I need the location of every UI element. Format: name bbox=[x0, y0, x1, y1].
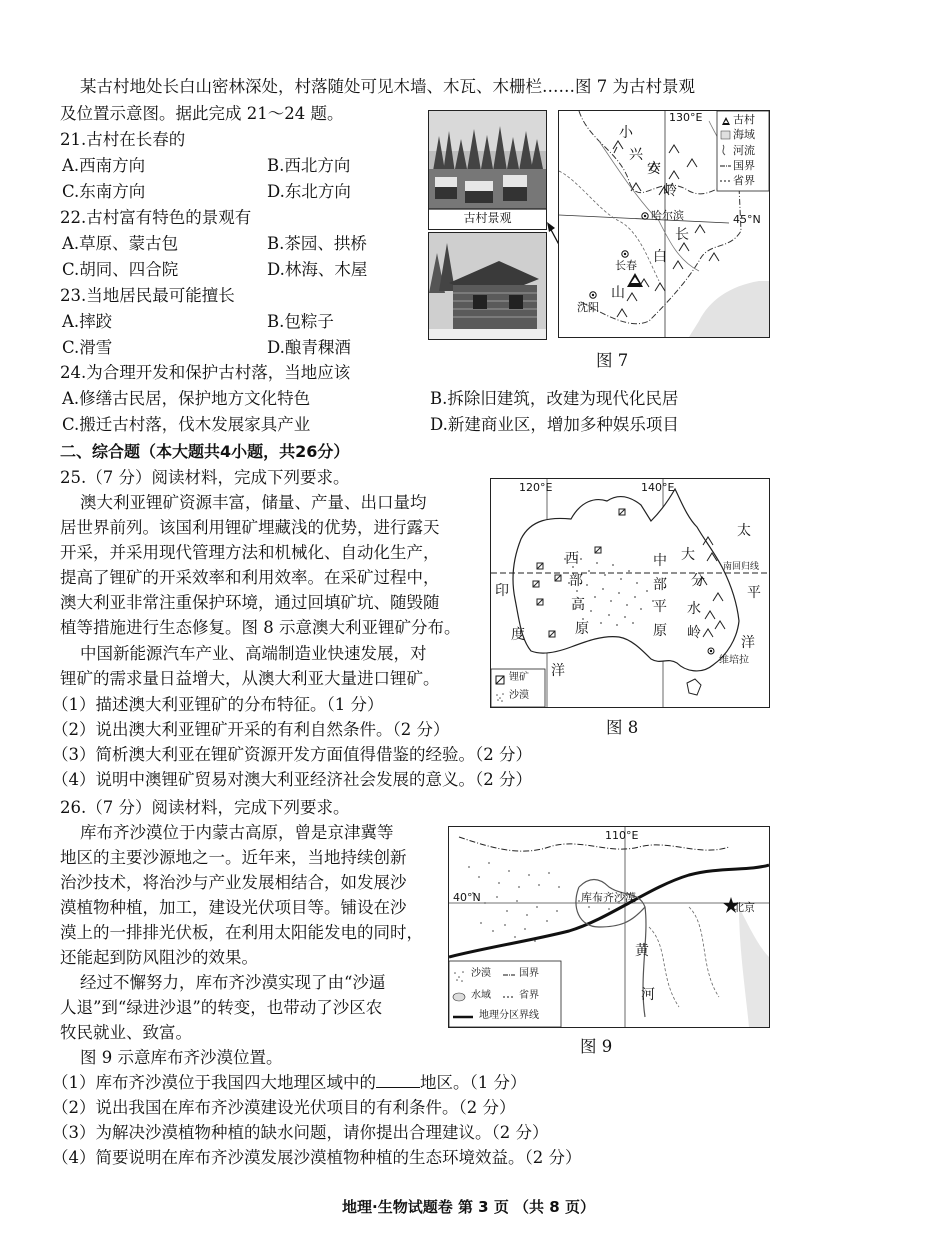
legend-river: 河流 bbox=[733, 144, 755, 157]
option-b: B.西北方向 bbox=[267, 156, 351, 175]
map-lat-40: 40°N bbox=[453, 891, 481, 904]
question-head: 26.（7 分）阅读材料，完成下列要求。 bbox=[60, 798, 350, 817]
question-stem: 23.当地居民最可能擅长 bbox=[60, 286, 235, 305]
legend-village: 古村 bbox=[733, 113, 755, 126]
question-stem: 21.古村在长春的 bbox=[60, 130, 186, 149]
village-photo-top bbox=[428, 110, 547, 230]
legend-desert: 沙漠 bbox=[471, 968, 491, 979]
paragraph-line: 治沙技术，将治沙与产业发展相结合，如发展沙 bbox=[60, 873, 407, 892]
paragraph-line: 居世界前列。该国利用锂矿埋藏浅的优势，进行露天 bbox=[60, 518, 440, 537]
paragraph-line: 还能起到防风阻沙的效果。 bbox=[60, 948, 258, 967]
map-label-chang: 长 bbox=[675, 227, 689, 243]
legend-division-line: 地理分区界线 bbox=[479, 1010, 539, 1021]
legend-border: 国界 bbox=[733, 159, 755, 172]
sub-question-1: （1）描述澳大利亚锂矿的分布特征。（1 分） bbox=[52, 695, 384, 714]
figure-7-caption: 图 7 bbox=[596, 351, 629, 370]
map-australia bbox=[490, 478, 770, 708]
map-northeast-china bbox=[558, 110, 770, 338]
map-lon-120: 120°E bbox=[519, 481, 553, 494]
river-huang: 黄 bbox=[635, 943, 649, 959]
figure-8-caption: 图 8 bbox=[606, 718, 639, 737]
paragraph-line: 经过不懈努力，库布齐沙漠实现了由“沙逼 bbox=[80, 973, 386, 992]
map-label-ling: 岭 bbox=[663, 183, 677, 199]
sub-question-4: （4）简要说明在库布齐沙漠发展沙漠植物种植的生态环境效益。（2 分） bbox=[52, 1148, 582, 1167]
map-latitude-label: 45°N bbox=[733, 213, 761, 226]
map-longitude-label: 130°E bbox=[669, 111, 703, 124]
option-d: D.林海、木屋 bbox=[267, 260, 368, 279]
map-label-bai: 白 bbox=[653, 249, 667, 265]
page-footer: 地理·生物试题卷 第 3 页 （共 8 页） bbox=[342, 1198, 595, 1216]
paragraph-line: 提高了锂矿的开采效率和利用效率。在采矿过程中， bbox=[60, 568, 440, 587]
sub-question-1 bbox=[52, 1072, 527, 1094]
map-lon-140: 140°E bbox=[641, 481, 675, 494]
sub-question-text: 地区。（1 分） bbox=[420, 1073, 527, 1092]
label-pacific-tai: 太 bbox=[737, 523, 751, 539]
legend-province: 省界 bbox=[733, 174, 755, 187]
label-shui: 水 bbox=[687, 601, 701, 617]
map-label-shan: 山 bbox=[611, 285, 625, 301]
legend-lithium: 锂矿 bbox=[509, 672, 529, 683]
question-stem: 24.为合理开发和保护古村落，当地应该 bbox=[60, 363, 351, 382]
option-a: A.修缮古民居，保护地方文化特色 bbox=[62, 389, 311, 408]
question-head: 25.（7 分）阅读材料，完成下列要求。 bbox=[60, 468, 350, 487]
option-a: A.西南方向 bbox=[62, 156, 146, 175]
label-central-bu: 部 bbox=[653, 577, 667, 593]
city-label: 维培拉 bbox=[719, 655, 749, 666]
option-a: A.草原、蒙古包 bbox=[62, 234, 179, 253]
option-d: D.新建商业区，增加多种娱乐项目 bbox=[430, 415, 679, 434]
village-photo-bottom bbox=[428, 232, 547, 340]
sub-question-4: （4）说明中澳锂矿贸易对澳大利亚经济社会发展的意义。（2 分） bbox=[52, 770, 532, 789]
figure-9-caption: 图 9 bbox=[580, 1037, 613, 1056]
option-a: A.摔跤 bbox=[62, 312, 113, 331]
section-title: 二、综合题（本大题共4小题，共26分） bbox=[60, 442, 350, 461]
label-gao: 高 bbox=[571, 597, 585, 613]
label-indian-du: 度 bbox=[511, 627, 525, 643]
city-shenyang: 沈阳 bbox=[577, 301, 599, 314]
option-b: B.包粽子 bbox=[267, 312, 334, 331]
map-label-xing: 兴 bbox=[629, 147, 643, 163]
paragraph-line: 图 9 示意库布齐沙漠位置。 bbox=[80, 1048, 283, 1067]
option-b: B.茶园、拱桥 bbox=[267, 234, 367, 253]
legend-sea: 海域 bbox=[733, 128, 755, 141]
paragraph-line: 植等措施进行生态修复。图 8 示意澳大利亚锂矿分布。 bbox=[60, 618, 461, 637]
label-indian-yin: 印 bbox=[495, 583, 509, 599]
photo-caption: 古村景观 bbox=[463, 211, 512, 225]
sub-question-3: （3）为解决沙漠植物种植的缺水问题，请你提出合理建议。（2 分） bbox=[52, 1123, 549, 1142]
map-kubuqi bbox=[448, 826, 770, 1028]
answer-blank[interactable] bbox=[376, 1073, 420, 1088]
paragraph-line: 人退”到“绿进沙退”的转变，也带动了沙区农 bbox=[60, 998, 383, 1017]
label-west: 西 bbox=[565, 551, 579, 567]
question-stem: 22.古村富有特色的景观有 bbox=[60, 208, 252, 227]
label-yuan: 原 bbox=[575, 621, 589, 637]
label-fen: 分 bbox=[691, 573, 705, 589]
paragraph-line: 锂矿的需求量日益增大，从澳大利亚大量进口锂矿。 bbox=[60, 669, 440, 688]
paragraph-line: 库布齐沙漠位于内蒙古高原，曾是京津冀等 bbox=[80, 823, 394, 842]
option-c: C.搬迁古村落，伐木发展家具产业 bbox=[62, 415, 311, 434]
label-central-yuan: 原 bbox=[653, 623, 667, 639]
city-changchun: 长春 bbox=[615, 259, 637, 272]
label-bu: 部 bbox=[569, 573, 583, 589]
label-pacific-ping: 平 bbox=[747, 585, 761, 601]
paragraph-line: 中国新能源汽车产业、高端制造业快速发展，对 bbox=[80, 644, 427, 663]
option-c: C.滑雪 bbox=[62, 338, 113, 357]
option-d: D.酿青稞酒 bbox=[267, 338, 351, 357]
desert-label: 库布齐沙漠 bbox=[581, 891, 636, 904]
intro-line2: 及位置示意图。据此完成 21～24 题。 bbox=[60, 104, 344, 123]
label-pacific-yang: 洋 bbox=[741, 635, 755, 651]
tropic-label: 南回归线 bbox=[723, 562, 760, 572]
map-label-an: 安 bbox=[647, 161, 661, 177]
label-ling: 岭 bbox=[687, 625, 701, 641]
paragraph-line: 澳大利亚锂矿资源丰富，储量、产量、出口量均 bbox=[80, 493, 427, 512]
label-ping: 平 bbox=[653, 599, 667, 615]
city-beijing: 北京 bbox=[733, 901, 755, 914]
paragraph-line: 地区的主要沙源地之一。近年来，当地持续创新 bbox=[60, 848, 407, 867]
paragraph-line: 澳大利亚非常注重保护环境，通过回填矿坑、随毁随 bbox=[60, 593, 440, 612]
legend-water: 水域 bbox=[471, 990, 491, 1001]
paragraph-line: 漠植物种植，加工，建设光伏项目等。铺设在沙 bbox=[60, 898, 407, 917]
option-d: D.东北方向 bbox=[267, 182, 351, 201]
sub-question-2: （2）说出我国在库布齐沙漠建设光伏项目的有利条件。（2 分） bbox=[52, 1098, 516, 1117]
sub-question-2: （2）说出澳大利亚锂矿开采的有利自然条件。（2 分） bbox=[52, 720, 450, 739]
paragraph-line: 牧民就业、致富。 bbox=[60, 1023, 192, 1042]
legend-desert: 沙漠 bbox=[509, 690, 529, 701]
sub-question-3: （3）简析澳大利亚在锂矿资源开发方面值得借鉴的经验。（2 分） bbox=[52, 745, 532, 764]
paragraph-line: 开采，并采用现代管理方法和机械化、自动化生产， bbox=[60, 543, 440, 562]
intro-line1: 某古村地处长白山密林深处，村落随处可见木墙、木瓦、木栅栏……图 7 为古村景观 bbox=[80, 77, 695, 96]
label-indian-yang: 洋 bbox=[551, 663, 565, 679]
city-harbin: 哈尔滨 bbox=[651, 209, 684, 222]
option-c: C.东南方向 bbox=[62, 182, 146, 201]
option-c: C.胡同、四合院 bbox=[62, 260, 179, 279]
map-label-xiao: 小 bbox=[619, 125, 633, 141]
legend-border: 国界 bbox=[519, 968, 539, 979]
map-lon-110: 110°E bbox=[605, 829, 639, 842]
legend-province: 省界 bbox=[519, 990, 539, 1001]
paragraph-line: 漠上的一排排光伏板，在利用太阳能发电的同时， bbox=[60, 923, 423, 942]
option-b: B.拆除旧建筑，改建为现代化民居 bbox=[430, 389, 679, 408]
label-central: 中 bbox=[653, 553, 667, 569]
river-he: 河 bbox=[641, 987, 655, 1003]
sub-question-text: （1）库布齐沙漠位于我国四大地理区域中的 bbox=[52, 1073, 376, 1092]
label-da: 大 bbox=[681, 547, 695, 563]
